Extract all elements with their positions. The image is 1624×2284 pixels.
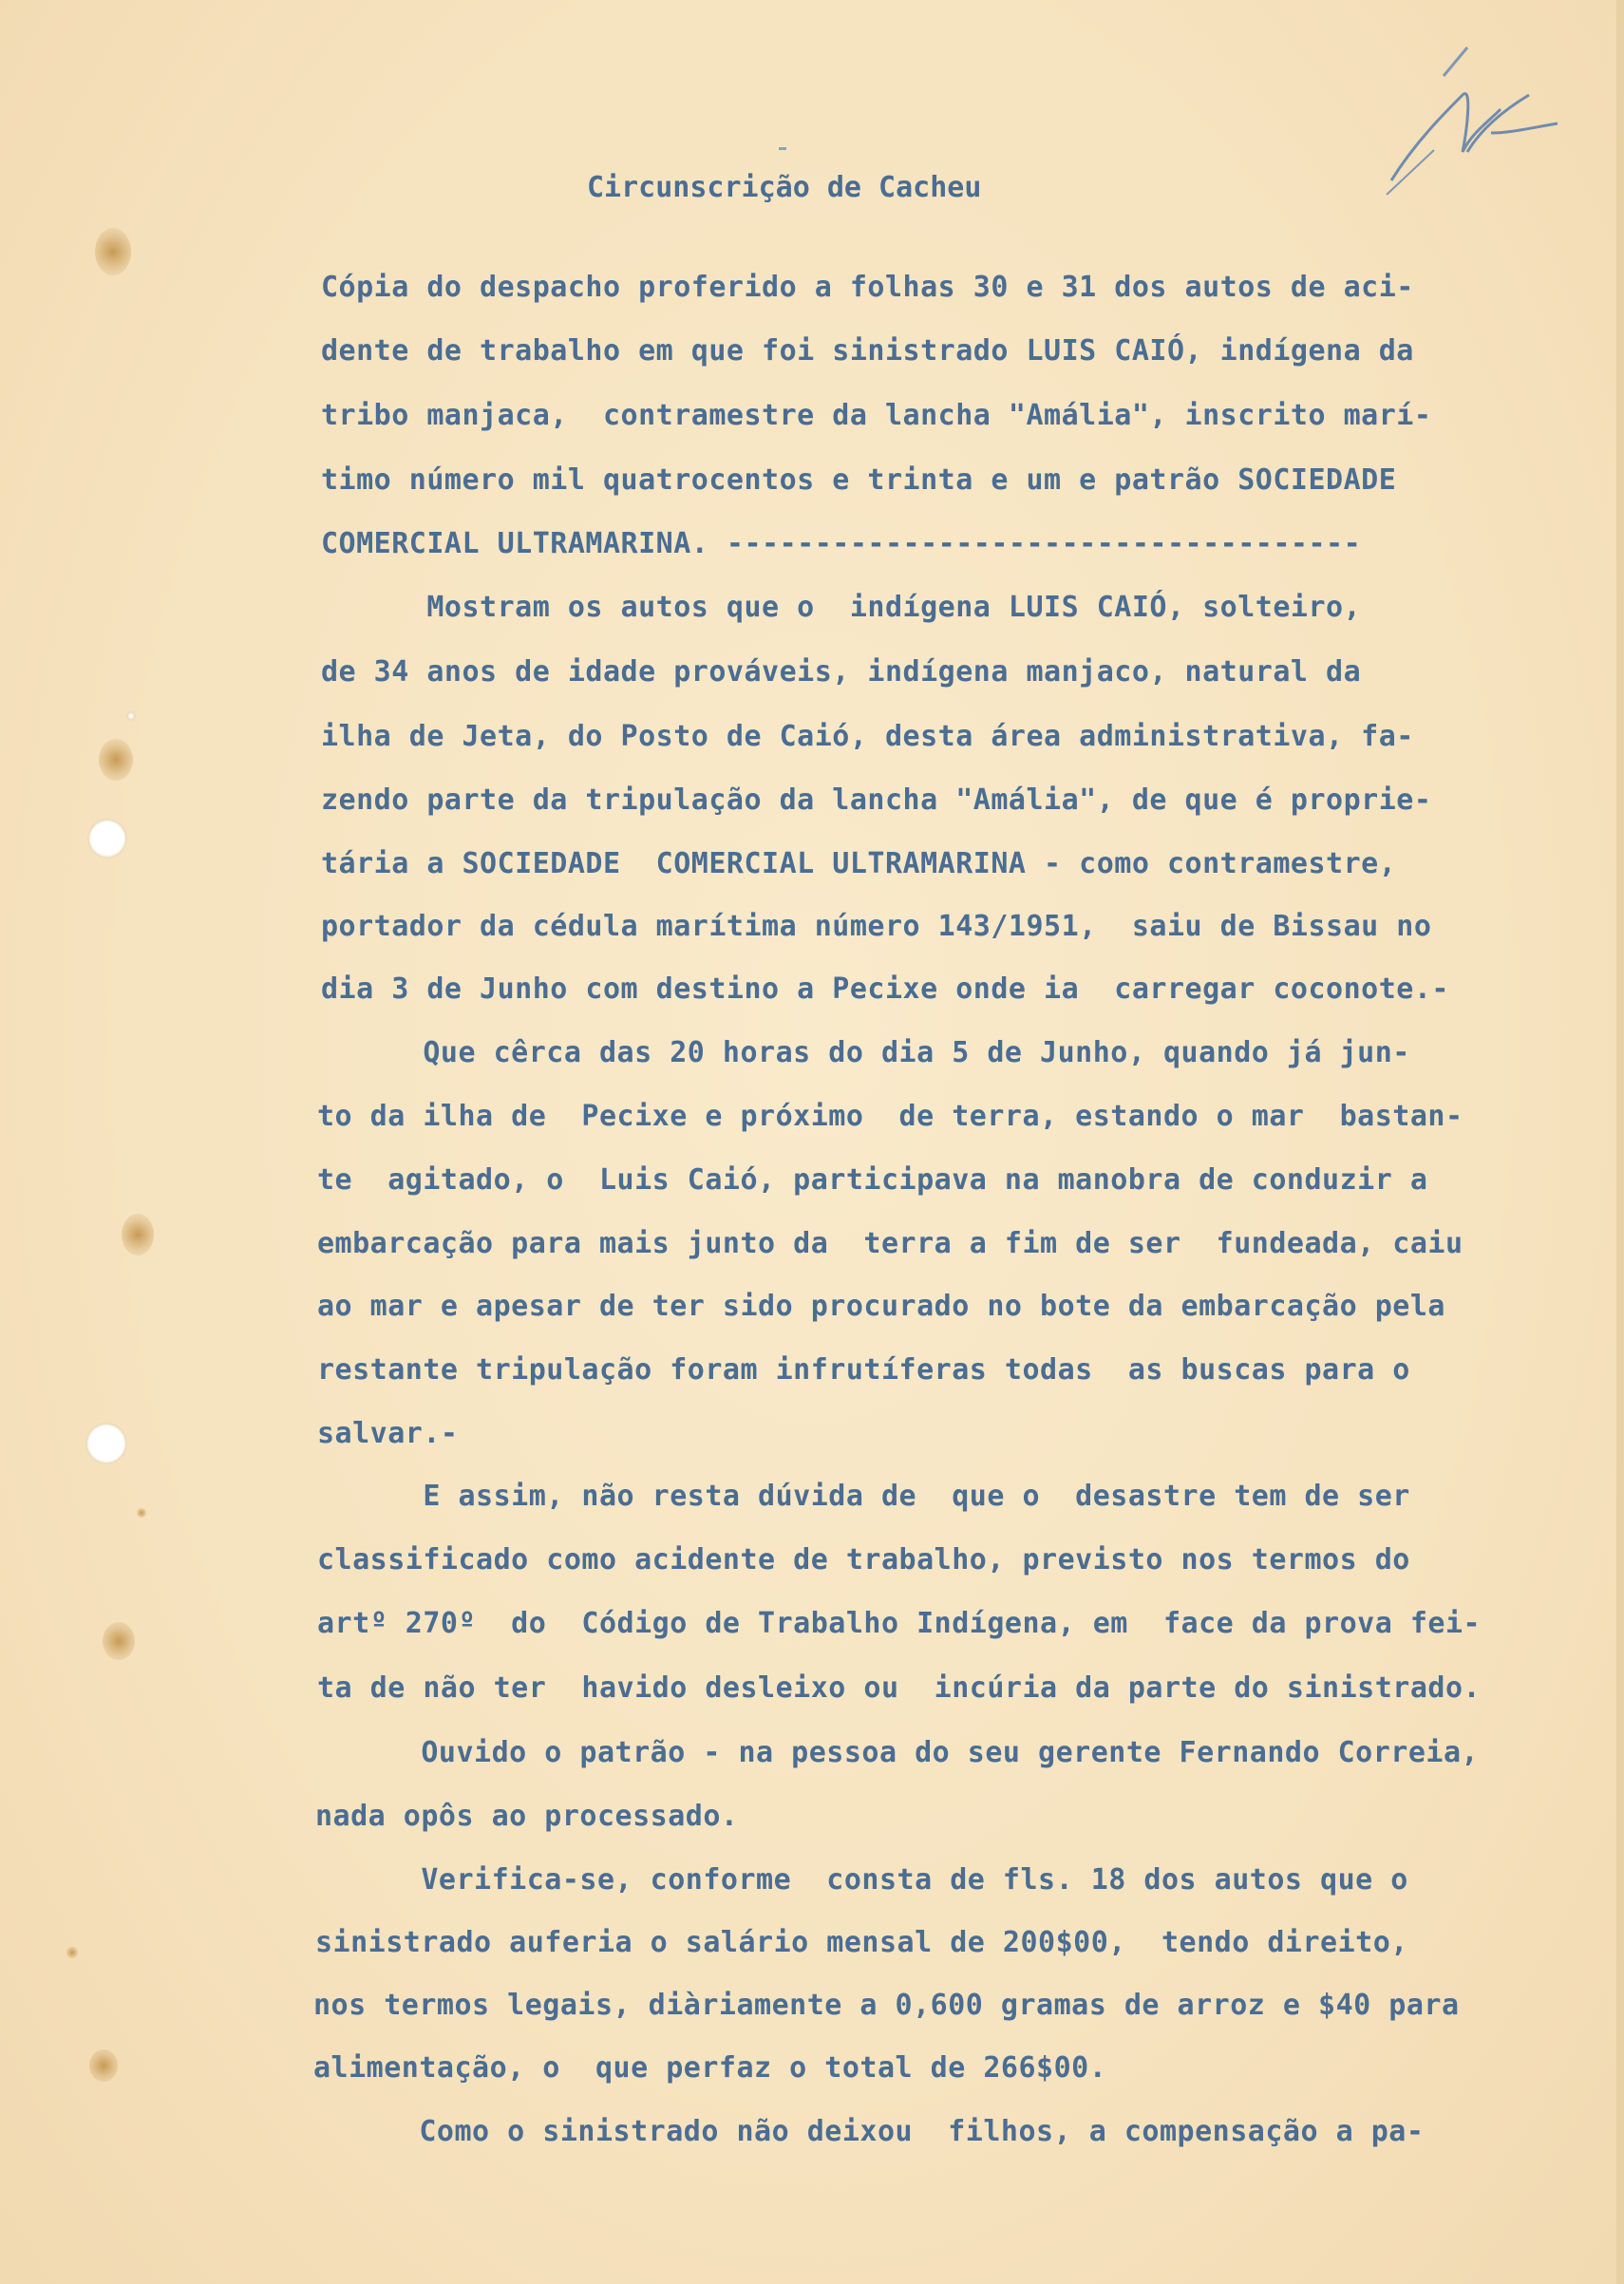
ink-mark (779, 147, 786, 150)
text-line: COMERCIAL ULTRAMARINA. ------------------------------------ (321, 527, 1362, 560)
text-line: dia 3 de Junho com destino a Pecixe onde ia carregar coconote.- (321, 972, 1449, 1006)
text-line: ilha de Jeta, do Posto de Caió, desta área administrativa, fa- (321, 720, 1414, 753)
text-line: restante tripulação foram infrutíferas todas as buscas para o (317, 1353, 1410, 1387)
text-line: Verifica-se, conforme consta de fls. 18 dos autos que o (315, 1863, 1408, 1897)
text-line: te agitado, o Luis Caió, participava na manobra de conduzir a (317, 1163, 1428, 1197)
text-line: dente de trabalho em que foi sinistrado LUIS CAIÓ, indígena da (321, 334, 1414, 368)
document-title: Circunscrição de Cacheu (587, 171, 982, 204)
text-line: portador da cédula marítima número 143/1951, saiu de Bissau no (321, 910, 1432, 943)
text-line: de 34 anos de idade prováveis, indígena manjaco, natural da (321, 655, 1362, 689)
text-line: zendo parte da tripulação da lancha "Amália", de que é proprie- (321, 783, 1432, 817)
text-line: Que cêrca das 20 horas do dia 5 de Junho, quando já jun- (317, 1036, 1410, 1069)
text-line: ao mar e apesar de ter sido procurado no bote da embarcação pela (317, 1290, 1445, 1323)
text-line: Como o sinistrado não deixou filhos, a compensação a pa- (313, 2115, 1425, 2148)
rust-stain (66, 1947, 78, 1958)
text-line: ta de não ter havido desleixo ou incúria da parte do sinistrado. (317, 1671, 1482, 1705)
rust-stain (103, 1622, 135, 1660)
rust-stain (122, 1214, 154, 1255)
text-line: nos termos legais, diàriamente a 0,600 gramas de arroz e $40 para (313, 1989, 1460, 2022)
text-line: classificado como acidente de trabalho, previsto nos termos do (317, 1543, 1410, 1576)
text-line: Ouvido o patrão - na pessoa do seu gerente Fernando Correia, (315, 1736, 1480, 1769)
rust-stain (89, 2049, 118, 2082)
text-line: artº 270º do Código de Trabalho Indígena, em face da prova fei- (317, 1607, 1482, 1640)
text-line: alimentação, o que perfaz o total de 266$00. (313, 2051, 1107, 2085)
text-line: Cópia do despacho proferido a folhas 30 e 31 dos autos de aci- (321, 271, 1414, 304)
text-line: E assim, não resta dúvida de que o desastre tem de ser (317, 1480, 1410, 1513)
punch-hole (126, 711, 136, 721)
text-line: tária a SOCIEDADE COMERCIAL ULTRAMARINA - como contramestre, (321, 847, 1397, 880)
text-line: salvar.- (317, 1417, 459, 1450)
text-line: tribo manjaca, contramestre da lancha "Amália", inscrito marí- (321, 399, 1432, 432)
text-line: to da ilha de Pecixe e próximo de terra, estando o mar bastan- (317, 1100, 1463, 1133)
punch-hole (85, 1423, 127, 1464)
text-line: embarcação para mais junto da terra a fim de ser fundeada, caiu (317, 1227, 1463, 1260)
rust-stain (99, 739, 133, 781)
text-line: nada opôs ao processado. (315, 1800, 739, 1833)
text-line: Mostram os autos que o indígena LUIS CAIÓ, solteiro, (321, 591, 1362, 624)
punch-hole (87, 819, 127, 859)
text-line: sinistrado auferia o salário mensal de 200$00, tendo direito, (315, 1926, 1408, 1959)
rust-stain (95, 228, 131, 275)
handwritten-initial-icon (1377, 38, 1586, 209)
paper-edge (1616, 0, 1624, 2284)
text-line: timo número mil quatrocentos e trinta e um e patrão SOCIEDADE (321, 463, 1397, 497)
rust-stain (137, 1508, 146, 1518)
